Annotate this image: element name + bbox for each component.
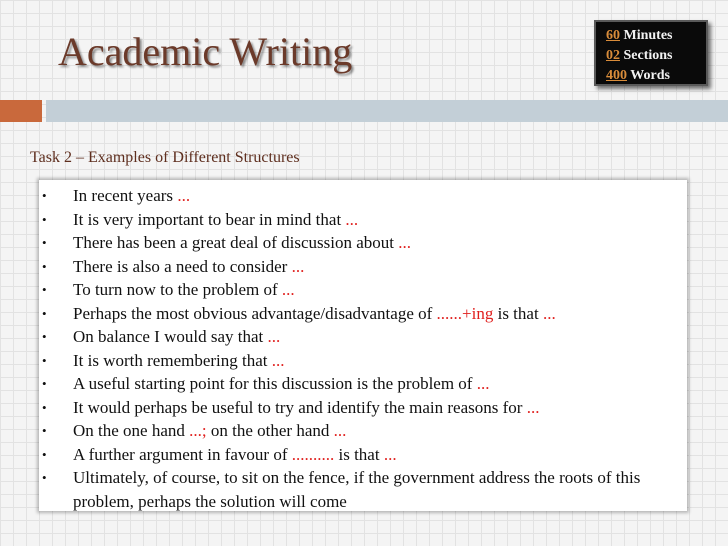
list-item: • It is very important to bear in mind that ... <box>39 208 681 232</box>
bullet-icon: • <box>42 188 47 203</box>
list-item: • A useful starting point for this discussion is the problem of ... <box>39 372 681 396</box>
list-item: • It is worth remembering that ... <box>39 349 681 373</box>
bullet-icon: • <box>42 376 47 391</box>
bullet-icon: • <box>42 235 47 250</box>
bullet-icon: • <box>42 423 47 438</box>
structures-list <box>39 184 681 513</box>
bullet-icon: • <box>42 470 47 485</box>
page-title: Academic Writing <box>58 29 353 74</box>
list-item: • On balance I would say that ... <box>39 325 681 349</box>
exam-info-box <box>594 20 708 86</box>
list-item: • Perhaps the most obvious advantage/disadvantage of ......+ing is that ... <box>39 302 681 326</box>
bullet-icon: • <box>42 282 47 297</box>
list-item: • To turn now to the problem of ... <box>39 278 681 302</box>
bullet-icon: • <box>42 305 47 321</box>
info-words: 400 Words <box>606 68 670 83</box>
section-subtitle: Task 2 – Examples of Different Structures <box>30 149 300 166</box>
info-minutes: 60 Minutes <box>606 28 673 43</box>
list-item: • A further argument in favour of .......... is that ... <box>39 443 681 467</box>
bullet-icon: • <box>42 352 47 368</box>
list-item: • On the one hand ...; on the other hand ... <box>39 419 681 443</box>
bullet-icon: • <box>42 329 47 344</box>
list-item: • It would perhaps be useful to try and identify the main reasons for ... <box>39 396 681 420</box>
list-item: • Ultimately, of course, to sit on the fence, if the government address the roots of this problem, perhaps the solution will come <box>42 468 641 511</box>
divider-bar <box>46 100 728 122</box>
accent-bar <box>0 100 42 122</box>
bullet-icon: • <box>42 258 47 274</box>
info-sections: 02 Sections <box>606 48 673 63</box>
list-item: • There is also a need to consider ... <box>39 255 681 279</box>
bullet-icon: • <box>42 446 47 462</box>
bullet-icon: • <box>42 399 47 415</box>
bullet-icon: • <box>42 211 47 227</box>
structures-panel <box>39 180 687 511</box>
list-item: • There has been a great deal of discussion about ... <box>39 231 681 255</box>
list-item: • In recent years ... <box>39 184 681 208</box>
